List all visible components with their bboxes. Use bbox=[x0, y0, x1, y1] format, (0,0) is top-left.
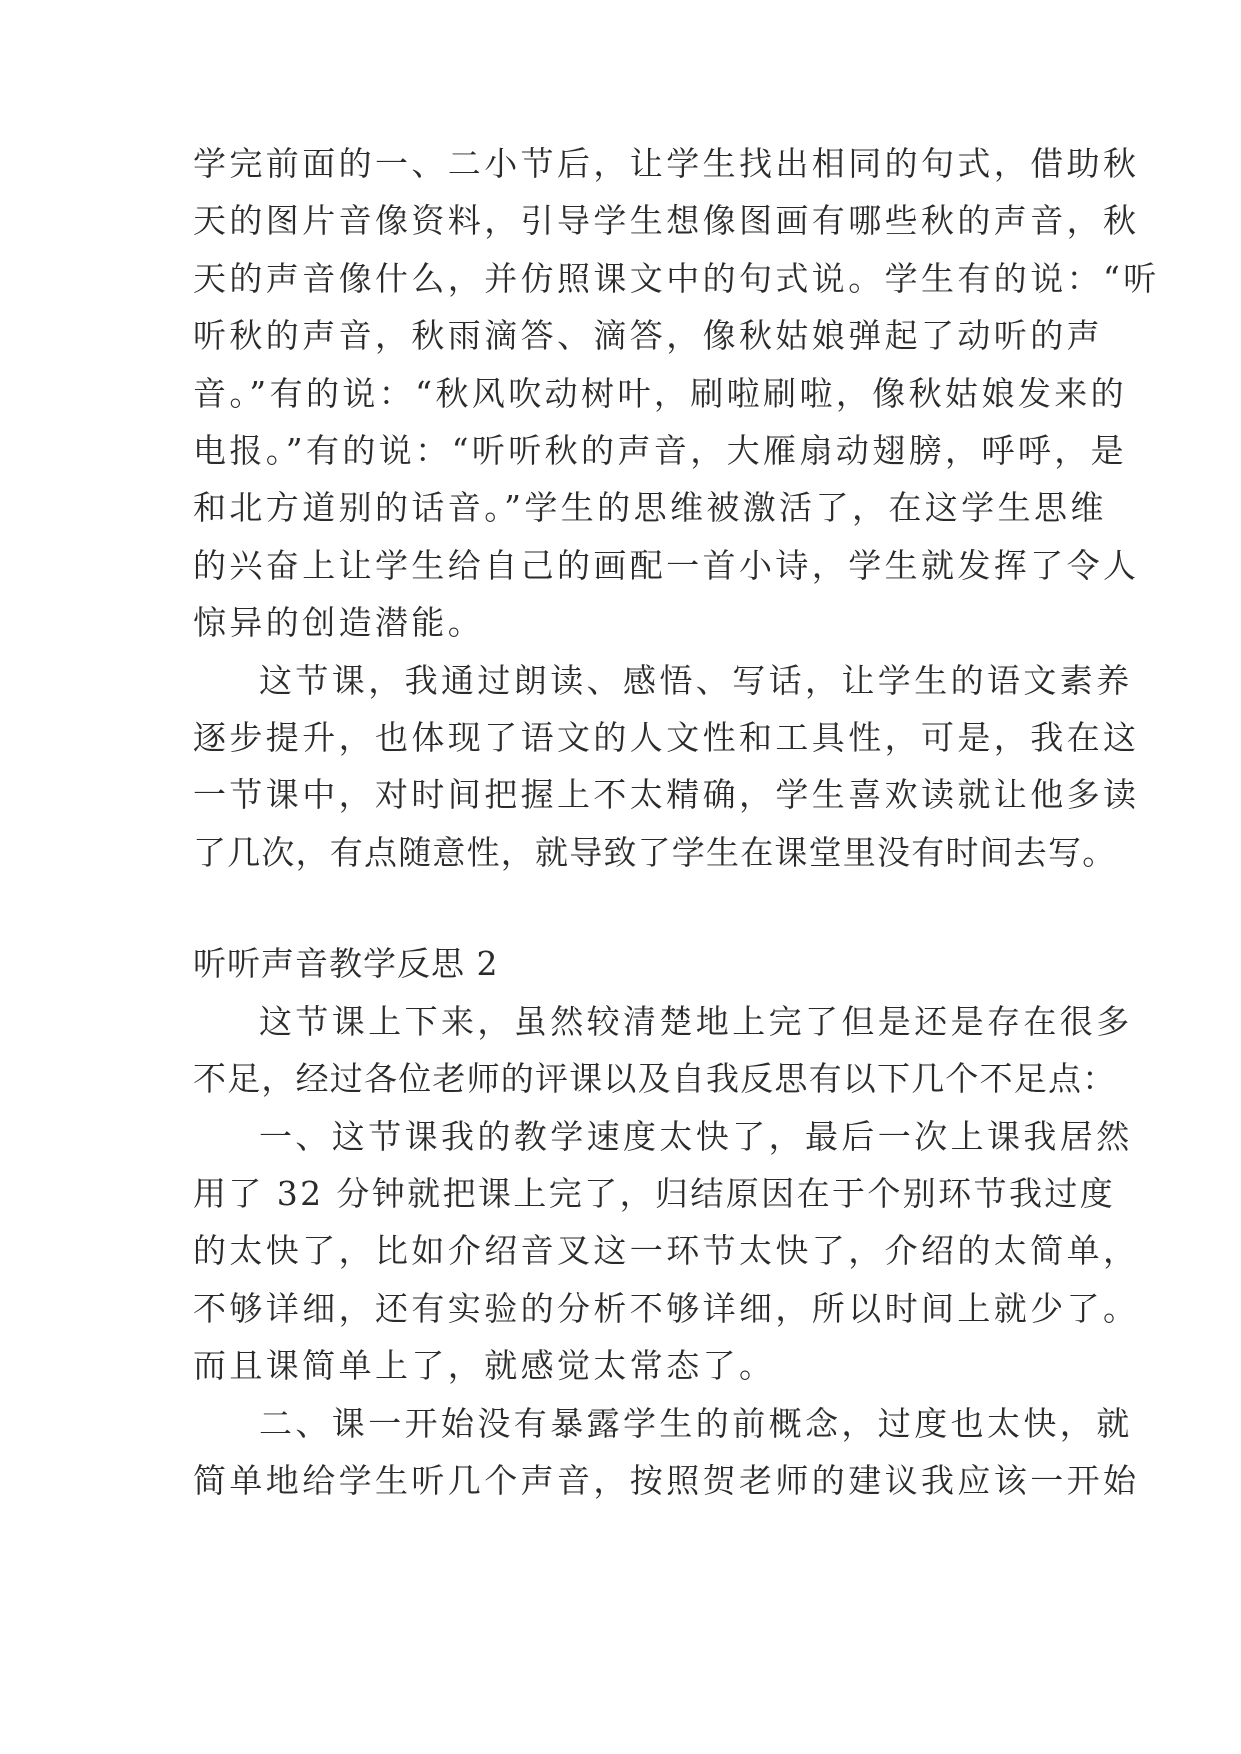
text-line: 用了 32 分钟就把课上完了，归结原因在于个别环节我过度 bbox=[193, 1173, 1116, 1213]
text-line: 二、课一开始没有暴露学生的前概念，过度也太快，就 bbox=[259, 1403, 1133, 1443]
text-line: 这节课，我通过朗读、感悟、写话，让学生的语文素养 bbox=[259, 660, 1133, 700]
text-line: 的太快了，比如介绍音叉这一环节太快了，介绍的太简单， bbox=[193, 1231, 1140, 1271]
paragraph-point-2 bbox=[193, 1395, 1140, 1510]
paragraph-point-1 bbox=[193, 1108, 1140, 1395]
text-line: 惊异的创造潜能。 bbox=[193, 603, 485, 643]
text-line: 逐步提升，也体现了语文的人文性和工具性，可是，我在这 bbox=[193, 718, 1140, 758]
text-line: 一、这节课我的教学速度太快了，最后一次上课我居然 bbox=[259, 1116, 1133, 1156]
text-line: 这节课上下来，虽然较清楚地上完了但是还是存在很多 bbox=[259, 1001, 1133, 1041]
text-line: 不够详细，还有实验的分析不够详细，所以时间上就少了。 bbox=[193, 1288, 1140, 1328]
paragraph-intro bbox=[193, 993, 1133, 1108]
text-line: 而且课简单上了，就感觉太常态了。 bbox=[193, 1346, 776, 1386]
text-line: 一节课中，对时间把握上不太精确，学生喜欢读就让他多读 bbox=[193, 775, 1140, 815]
paragraph-continuation bbox=[193, 135, 1160, 652]
text-line: 听秋的声音，秋雨滴答、滴答，像秋姑娘弹起了动听的声 bbox=[193, 316, 1103, 356]
text-line: 和北方道别的话音。”学生的思维被激活了，在这学生思维 bbox=[193, 488, 1107, 528]
paragraph-reflection bbox=[193, 652, 1140, 882]
document-page bbox=[193, 135, 1160, 1509]
text-line: 学完前面的一、二小节后，让学生找出相同的句式，借助秋 bbox=[193, 144, 1140, 183]
text-line: 音。”有的说：“秋风吹动树叶，刷啦刷啦，像秋姑娘发来的 bbox=[193, 373, 1128, 413]
text-line: 的兴奋上让学生给自己的画配一首小诗，学生就发挥了令人 bbox=[193, 545, 1140, 585]
text-line: 天的声音像什么，并仿照课文中的句式说。学生有的说：“听 bbox=[193, 258, 1160, 298]
text-line: 不足，经过各位老师的评课以及自我反思有以下几个不足点： bbox=[193, 1059, 1117, 1099]
section-title: 听听声音教学反思 2 bbox=[193, 944, 499, 984]
text-line: 天的图片音像资料，引导学生想像图画有哪些秋的声音，秋 bbox=[193, 201, 1140, 241]
text-line: 了几次，有点随意性，就导致了学生在课堂里没有时间去写。 bbox=[193, 832, 1117, 872]
text-line: 简单地给学生听几个声音，按照贺老师的建议我应该一开始 bbox=[193, 1460, 1140, 1500]
text-line: 电报。”有的说：“听听秋的声音，大雁扇动翅膀，呼呼，是 bbox=[193, 431, 1128, 471]
